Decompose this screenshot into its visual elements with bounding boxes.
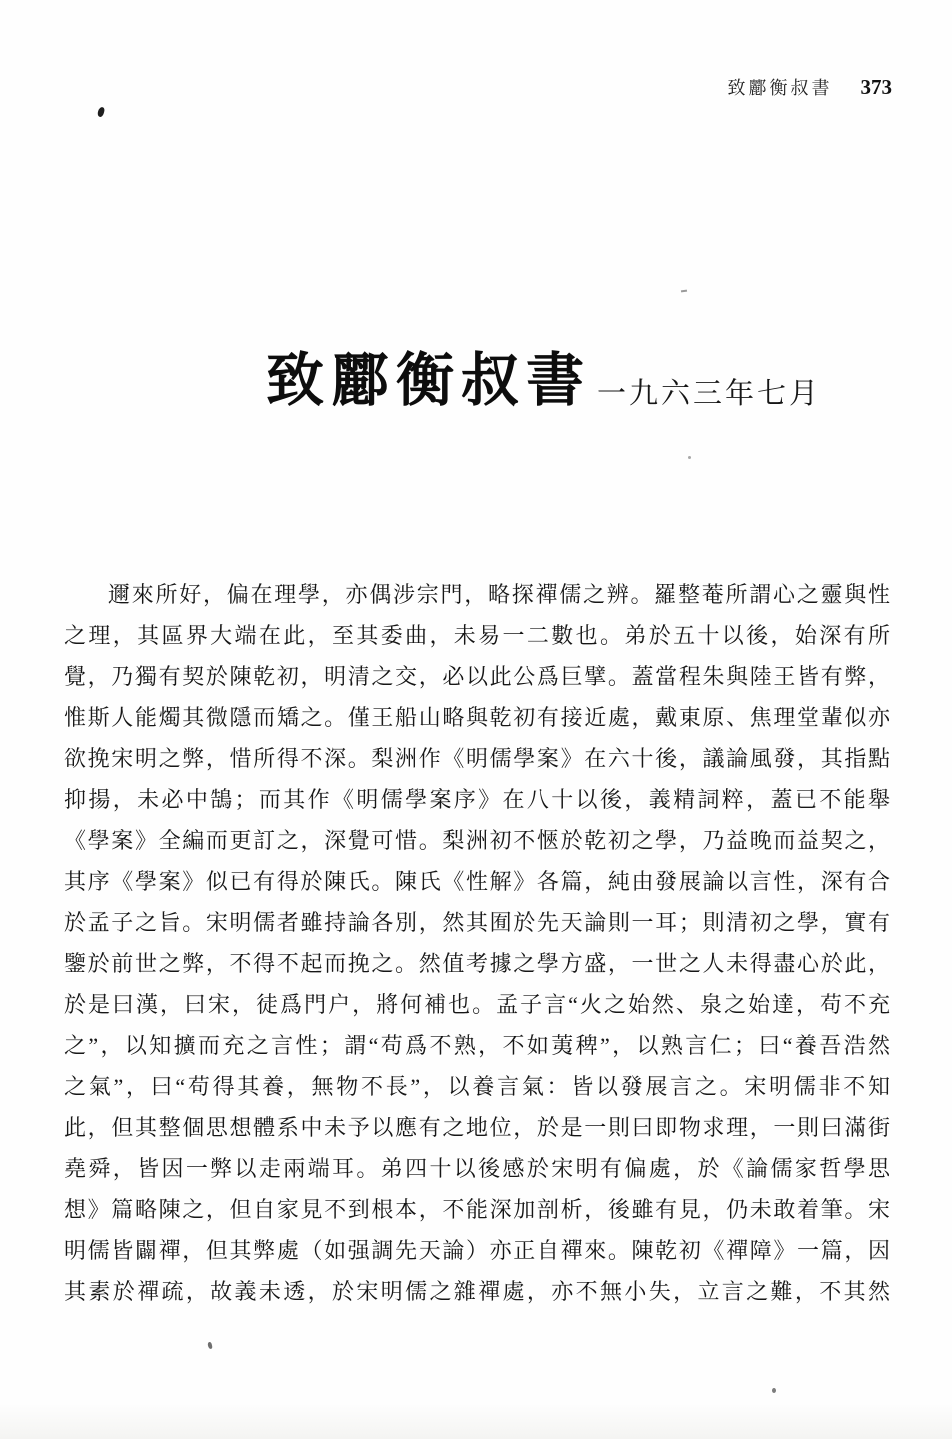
body-line: 明儒皆闢禪，但其弊處（如强調先天論）亦正自禪來。陳乾初《禪障》一篇，因 xyxy=(64,1238,890,1263)
body-line: 其素於禪疏，故義未透，於宋明儒之雜禪處，亦不無小失，立言之難，不其然 xyxy=(64,1279,890,1304)
letter-date: 一九六三年七月 xyxy=(597,377,822,410)
body-line: 之氣”，曰“苟得其養，無物不長”，以養言氣：皆以發展言之。宋明儒非不知 xyxy=(64,1074,890,1099)
scan-artifact xyxy=(207,1342,212,1350)
letter-body xyxy=(64,574,890,1312)
scan-artifact xyxy=(772,1388,776,1393)
letter-title-row xyxy=(266,348,821,415)
letter-title: 致酈衡叔書 xyxy=(266,348,592,413)
running-title: 致酈衡叔書 xyxy=(727,78,833,98)
body-line: 此，但其整個思想體系中未予以應有之地位，於是一則曰即物求理，一則曰滿街 xyxy=(64,1115,890,1140)
page-header xyxy=(0,74,892,100)
body-line: 抑揚，未必中鵠；而其作《明儒學案序》在八十以後，義精詞粹，蓋已不能舉 xyxy=(64,787,890,812)
body-line: 於是曰漢，曰宋，徒爲門户，將何補也。孟子言“火之始然、泉之始達，苟不充 xyxy=(64,992,890,1017)
body-line: 欲挽宋明之弊，惜所得不深。梨洲作《明儒學案》在六十後，議論風發，其指點 xyxy=(64,746,890,771)
page-number: 373 xyxy=(860,75,892,99)
body-line: 之理，其區界大端在此，至其委曲，未易一二數也。弟於五十以後，始深有所 xyxy=(64,623,890,648)
body-line: 覺，乃獨有契於陳乾初，明清之交，必以此公爲巨擘。蓋當程朱與陸王皆有弊， xyxy=(64,664,890,689)
body-line: 鑒於前世之弊，不得不起而挽之。然值考據之學方盛，一世之人未得盡心於此， xyxy=(64,951,890,976)
body-line: 邇來所好，偏在理學，亦偶涉宗門，略探禪儒之辨。羅整菴所謂心之靈與性 xyxy=(108,582,890,607)
body-line: 惟斯人能燭其微隱而矯之。僅王船山略與乾初有接近處，戴東原、焦理堂輩似亦 xyxy=(64,705,890,730)
body-line: 《學案》全編而更訂之，深覺可惜。梨洲初不愜於乾初之學，乃益晚而益契之， xyxy=(64,828,890,853)
body-line: 其序《學案》似已有得於陳氏。陳氏《性解》各篇，純由發展論以言性，深有合 xyxy=(64,869,890,894)
scan-artifact xyxy=(97,106,106,117)
body-line: 堯舜，皆因一弊以走兩端耳。弟四十以後感於宋明有偏處，於《論儒家哲學思 xyxy=(64,1156,890,1181)
body-line: 想》篇略陳之，但自家見不到根本，不能深加剖析，後雖有見，仍未敢着筆。宋 xyxy=(64,1197,890,1222)
body-line: 於孟子之旨。宋明儒者雖持論各別，然其囿於先天論則一耳；則清初之學，實有 xyxy=(64,910,890,935)
body-line: 之”，以知擴而充之言性；謂“苟爲不熟，不如荑稗”，以熟言仁；曰“養吾浩然 xyxy=(64,1033,890,1058)
scan-artifact xyxy=(681,290,687,293)
scan-artifact xyxy=(688,456,691,459)
